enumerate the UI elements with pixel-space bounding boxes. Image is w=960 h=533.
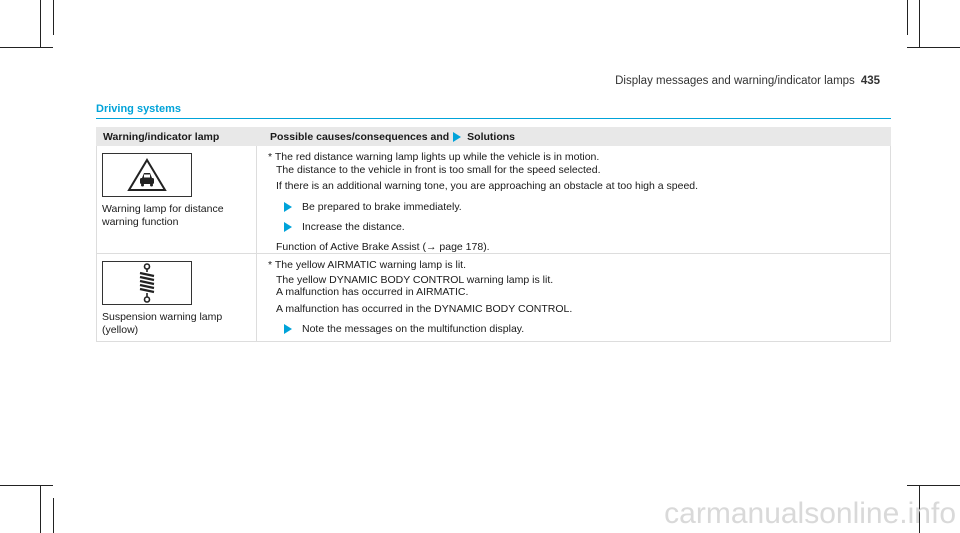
causes-cell bbox=[257, 254, 890, 341]
solution-text: Increase the distance. bbox=[302, 221, 405, 233]
page-reference[interactable]: Function of Active Brake Assist (→ page 178). bbox=[276, 240, 490, 253]
section-title: Driving systems bbox=[96, 103, 181, 115]
triangle-right-icon bbox=[284, 202, 292, 212]
crop-mark bbox=[919, 0, 920, 48]
page-number: 435 bbox=[860, 75, 880, 87]
column-header-causes bbox=[264, 131, 891, 143]
cause-text: * The red distance warning lamp lights up while the vehicle is in motion. bbox=[268, 151, 600, 163]
cause-text: A malfunction has occurred in the DYNAMIC BODY CONTROL. bbox=[276, 302, 573, 315]
table-row bbox=[96, 254, 891, 342]
lamp-cell bbox=[97, 254, 257, 341]
cause-text: The yellow DYNAMIC BODY CONTROL warning lamp is lit. bbox=[276, 273, 554, 286]
solution-step bbox=[268, 323, 890, 336]
crop-mark bbox=[53, 498, 54, 533]
watermark: carmanualsonline.info bbox=[664, 497, 956, 530]
solution-text: Note the messages on the multifunction display. bbox=[302, 323, 525, 335]
crop-mark bbox=[0, 47, 53, 48]
running-header bbox=[615, 75, 880, 87]
crop-mark bbox=[907, 485, 960, 486]
solution-step bbox=[268, 201, 890, 214]
crop-mark bbox=[907, 47, 960, 48]
header-title: Display messages and warning/indicator lamps bbox=[615, 75, 855, 87]
causes-cell bbox=[257, 146, 890, 253]
crop-mark bbox=[40, 485, 41, 533]
triangle-right-icon bbox=[284, 222, 292, 232]
cause-text: If there is an additional warning tone, you are approaching an obstacle at too high a speed. bbox=[276, 180, 699, 192]
column-header-solutions-label: Solutions bbox=[467, 130, 516, 143]
crop-mark bbox=[0, 485, 53, 486]
solution-step bbox=[268, 221, 890, 234]
lamp-label: Warning lamp for distance warning function bbox=[102, 203, 224, 228]
crop-mark bbox=[53, 0, 54, 35]
cause-text: * The yellow AIRMATIC warning lamp is lit. bbox=[268, 259, 467, 271]
table-row bbox=[96, 146, 891, 254]
cause-text: The distance to the vehicle in front is too small for the speed selected. bbox=[276, 163, 601, 176]
distance-warning-icon bbox=[102, 153, 192, 197]
suspension-spring-icon bbox=[102, 261, 192, 305]
crop-mark bbox=[907, 0, 908, 35]
lamp-label: Suspension warning lamp (yellow) bbox=[102, 311, 223, 336]
cause-text: A malfunction has occurred in AIRMATIC. bbox=[276, 286, 469, 298]
lamp-cell bbox=[97, 146, 257, 253]
column-header-causes-label: Possible causes/consequences and bbox=[270, 130, 450, 143]
solution-text: Be prepared to brake immediately. bbox=[302, 200, 462, 213]
triangle-right-icon bbox=[284, 324, 292, 334]
section-divider bbox=[96, 118, 891, 119]
crop-mark bbox=[40, 0, 41, 48]
table-header bbox=[96, 127, 891, 146]
warning-lamp-table bbox=[96, 127, 891, 342]
triangle-right-icon bbox=[453, 132, 461, 142]
column-header-lamp: Warning/indicator lamp bbox=[103, 130, 220, 143]
